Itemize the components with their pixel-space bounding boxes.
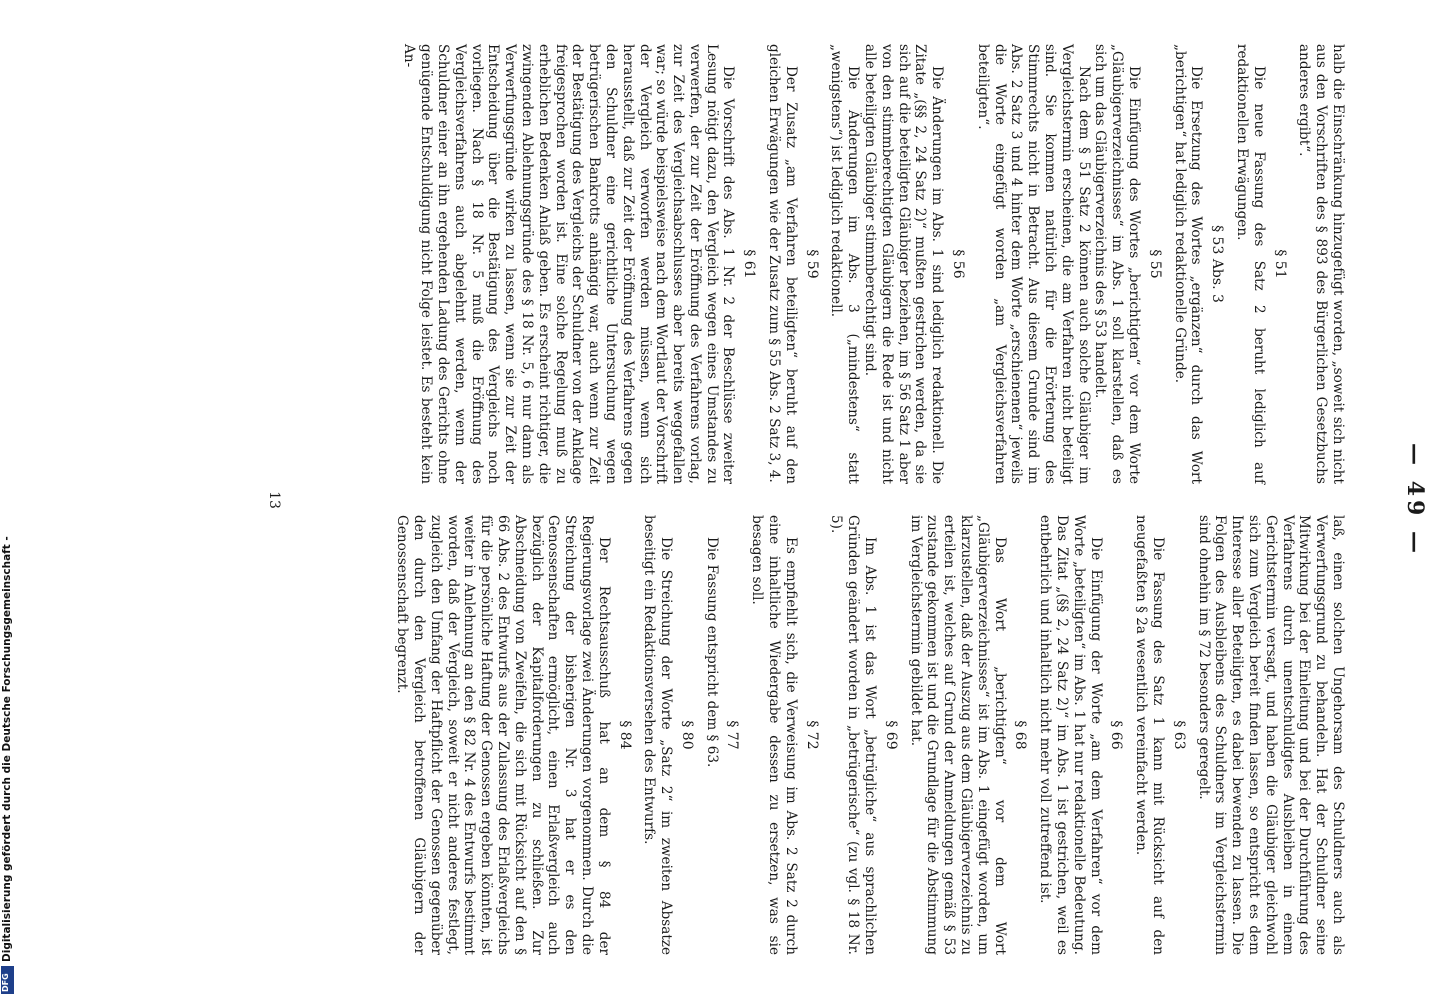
paragraph: Der Rechtsausschuß hat an dem § 84 der Regierungsvorlage zwei Änderungen vorgenommen. Durch die Streichung der bisherigen Nr. 3 hat er es den Genossenschaften ermöglicht, einen Erlaßvergleich auch bezüglich der Kapitalforderungen zu schließen. Zur Abschneidung von Zweifeln, die sich mit Rücksicht auf den § 66 Abs. 2 des Entwurfs aus der Zulassung des Erlaßvergleichs für die persönliche Haftung der Genossen ergeben könnten, ist weiter in Anlehnung an den § 82 Nr. 4 des Entwurfs bestimmt worden, daß der Vergleich, soweit er nicht anderes festlegt, zugleich den Umfang der Haftpflicht der Genossen gegenüber den durch den Vergleich betroffenen Gläubigern der Genossenschaft begrenzt. [394,515,612,955]
paragraph: laß, einen solchen Ungehorsam des Schuldners auch als Verwerfungsgrund zu behandeln. Hat der Schuldner seine Mitwirkung bei der Einleitung und bei der Durchführung des Verfahrens durch unentschuldigtes Ausbleiben in einem Gerichtstermin versagt, und haben die Gläubiger gleichwohl sich zum Vergleich bereit finden lassen, so entspricht es dem Interesse aller Beteiligten, es dabei bewenden zu lassen. Die Folgen des Ausbleibens des Schuldners im Vergleichstermin sind ohnehin im § 72 besonders geregelt. [1195,515,1346,955]
paragraph: Die Einfügung der Worte „am dem Verfahren“ vor dem Worte „beteiligten“ im Abs. 1 hat nur redaktionelle Bedeutung. Das Zitat „(§§ 2, 24 Satz 2)“ im Abs. 1 ist gestrichen, weil es entbehrlich und inhaltlich nicht mehr voll zutreffend ist. [1037,515,1104,955]
dfg-logo-text: DFG [1,973,10,992]
paragraph: Es empfiehlt sich, die Verweisung im Abs. 2 Satz 2 durch eine inhaltliche Wiedergabe dessen zu ersetzen, was sie besagen soll. [749,515,799,955]
section [749,515,820,955]
section-heading: § 84 [616,720,633,750]
credit-text: Digitalisierung gefördert durch die Deutsche Forschungsgemeinschaft - [1,536,13,962]
paragraph: Die Vorschrift des Abs. 1 Nr. 2 der Beschlüsse zweiter Lesung nötigt dazu, den Vergleich wegen eines Umstandes zu verwerfen, der zur Zeit der Eröffnung des Verfahrens vorlag, zur Zeit des Vergleichsabschlusses aber bereits weggefallen war; so würde beispielsweise nach dem Wortlaut der Vorschrift der Vergleich verworfen werden müssen, wenn sich herausstellt, daß zur Zeit der Eröffnung des Verfahrens gegen den Schuldner eine gerichtliche Untersuchung wegen betrügerischen Bankrotts anhängig war, auch wenn zur Zeit der Bestätigung des Vergleichs der Schuldner von der Anklage freigesprochen worden ist. Eine solche Regelung muß zu erheblichen Bedenken Anlaß geben. Es erscheint richtiger, die zwingenden Ablehnungsgründe des § 18 Nr. 5, 6 nur dann als Verwerfungsgründe wirken zu lassen, wenn sie zur Zeit der Entscheidung über die Bestätigung des Vergleichs noch vorliegen. Nach § 18 Nr. 5 muß die Eröffnung des Vergleichsverfahrens auch abgelehnt werden, wenn der Schuldner einer an ihn ergehenden Ladung des Gerichts ohne genügende Entschuldigung nicht Folge leistet. Es besteht kein An- [401,44,737,484]
section-heading: § 69 [882,720,899,750]
paragraph: Die neue Fassung des Satz 2 beruht lediglich auf redaktionellen Erwägungen. [1234,44,1267,484]
dfg-logo [1,966,14,994]
paragraph: Das Wort „berichtigten“ vor dem Wort „Gläubigerverzeichnisses“ ist im Abs. 1 eingefügt worden, um klarzustellen, daß der Auszug aus dem Gläubigerverzeichnis zu erteilen ist, welches auf Grund der Anmeldungen gemäß § 53 zustande gekommen ist und die Grundlage für die Abstimmung im Vergleichstermin gebildet hat. [907,515,1008,955]
paragraph: Die Fassung des Satz 1 kann mit Rücksicht auf den neugefaßten § 2a wesentlich vereinfacht werden. [1133,515,1167,955]
paragraph: Die Ersetzung des Wortes „ergänzen“ durch das Wort „berichtigen“ hat lediglich redaktionelle Gründe. [1171,44,1205,484]
section [907,515,1029,955]
section [401,44,758,484]
paragraph: Im Abs. 1 ist das Wort „betrügliche“ aus sprachlichen Gründen geändert worden in „betrügerische“ (zu vgl. § 18 Nr. 5). [828,515,879,955]
section [641,515,695,955]
section [974,44,1163,484]
paragraph: Die Fassung entspricht dem § 63. [703,537,720,768]
section [1195,515,1346,955]
paragraph: Nach dem § 51 Satz 2 können auch solche Gläubiger im Vergleichstermin erscheinen, die am Verfahren nicht beteiligt sind. Sie kommen natürlich für die Erörterung des Stimmrechts nicht in Betracht. Aus diesem Grunde sind im Abs. 2 Satz 3 und 4 hinter dem Worte „erschienenen“ jeweils die Worte eingefügt worden „am Vergleichsverfahren beteiligten“. [974,44,1092,484]
left-column [393,44,1346,484]
paragraph: Der Zusatz „am Verfahren beteiligten“ beruht auf den gleichen Erwägungen wie der Zusatz zum § 55 Abs. 2 Satz 3, 4. [766,44,799,484]
section-heading: § 80 [678,720,695,750]
section-heading: § 63 [1170,720,1187,750]
paragraph: Die Änderungen im Abs. 3 („mindestens“ statt „wenigstens“) ist lediglich redaktionell. [828,44,862,484]
section-heading: § 77 [724,720,741,750]
section [828,515,899,955]
section-heading: § 61 [741,249,758,279]
section [1171,44,1225,484]
section [1036,515,1124,955]
section [1296,44,1346,484]
paragraph: Die Änderungen im Abs. 1 sind lediglich redaktionell. Die Zitate „(§§ 2, 24 Satz 2)“ mußten gestrichen werden, da sie sich auf die beteiligten Gläubiger beziehen, im § 56 Satz 1 aber von den stimmberechtigten Gläubigern die Rede ist und nicht alle beteiligten Gläubiger stimmberechtigt sind. [862,44,946,484]
section-heading: § 72 [803,720,820,750]
section [703,515,741,955]
section-heading: § 59 [803,249,820,279]
section-heading: § 53 Abs. 3 [1209,225,1226,303]
paragraph: halb die Einschränkung hinzugefügt worden, „soweit sich nicht aus den Vorschriften des § 893 des Bürgerlichen Gesetzbuchs anderes ergibt“. [1296,44,1346,484]
page-number: — 49 — [1402,443,1428,557]
section [1233,44,1287,484]
section [393,515,632,955]
digitization-credit [0,0,16,1000]
section-heading: § 51 [1271,249,1288,279]
signature-mark: 13 [266,491,282,509]
section [1132,515,1186,955]
paragraph: Die Streichung der Worte „Satz 2“ im zweiten Absatze beseitigt ein Redaktionsversehen des Entwurfs. [641,515,675,955]
section [765,44,819,484]
paragraph: Die Einfügung des Wortes „berichtigten“ vor dem Worte „Gläubigerverzeichnisses“ im Abs. 1 soll klarstellen, daß es sich um das Gläubigerverzeichnis des § 53 handelt. [1092,44,1143,484]
section-heading: § 55 [1146,249,1163,279]
section [828,44,966,484]
section-heading: § 66 [1108,720,1125,750]
right-column [385,515,1346,955]
section-heading: § 68 [1012,720,1029,750]
section-heading: § 56 [950,249,967,279]
